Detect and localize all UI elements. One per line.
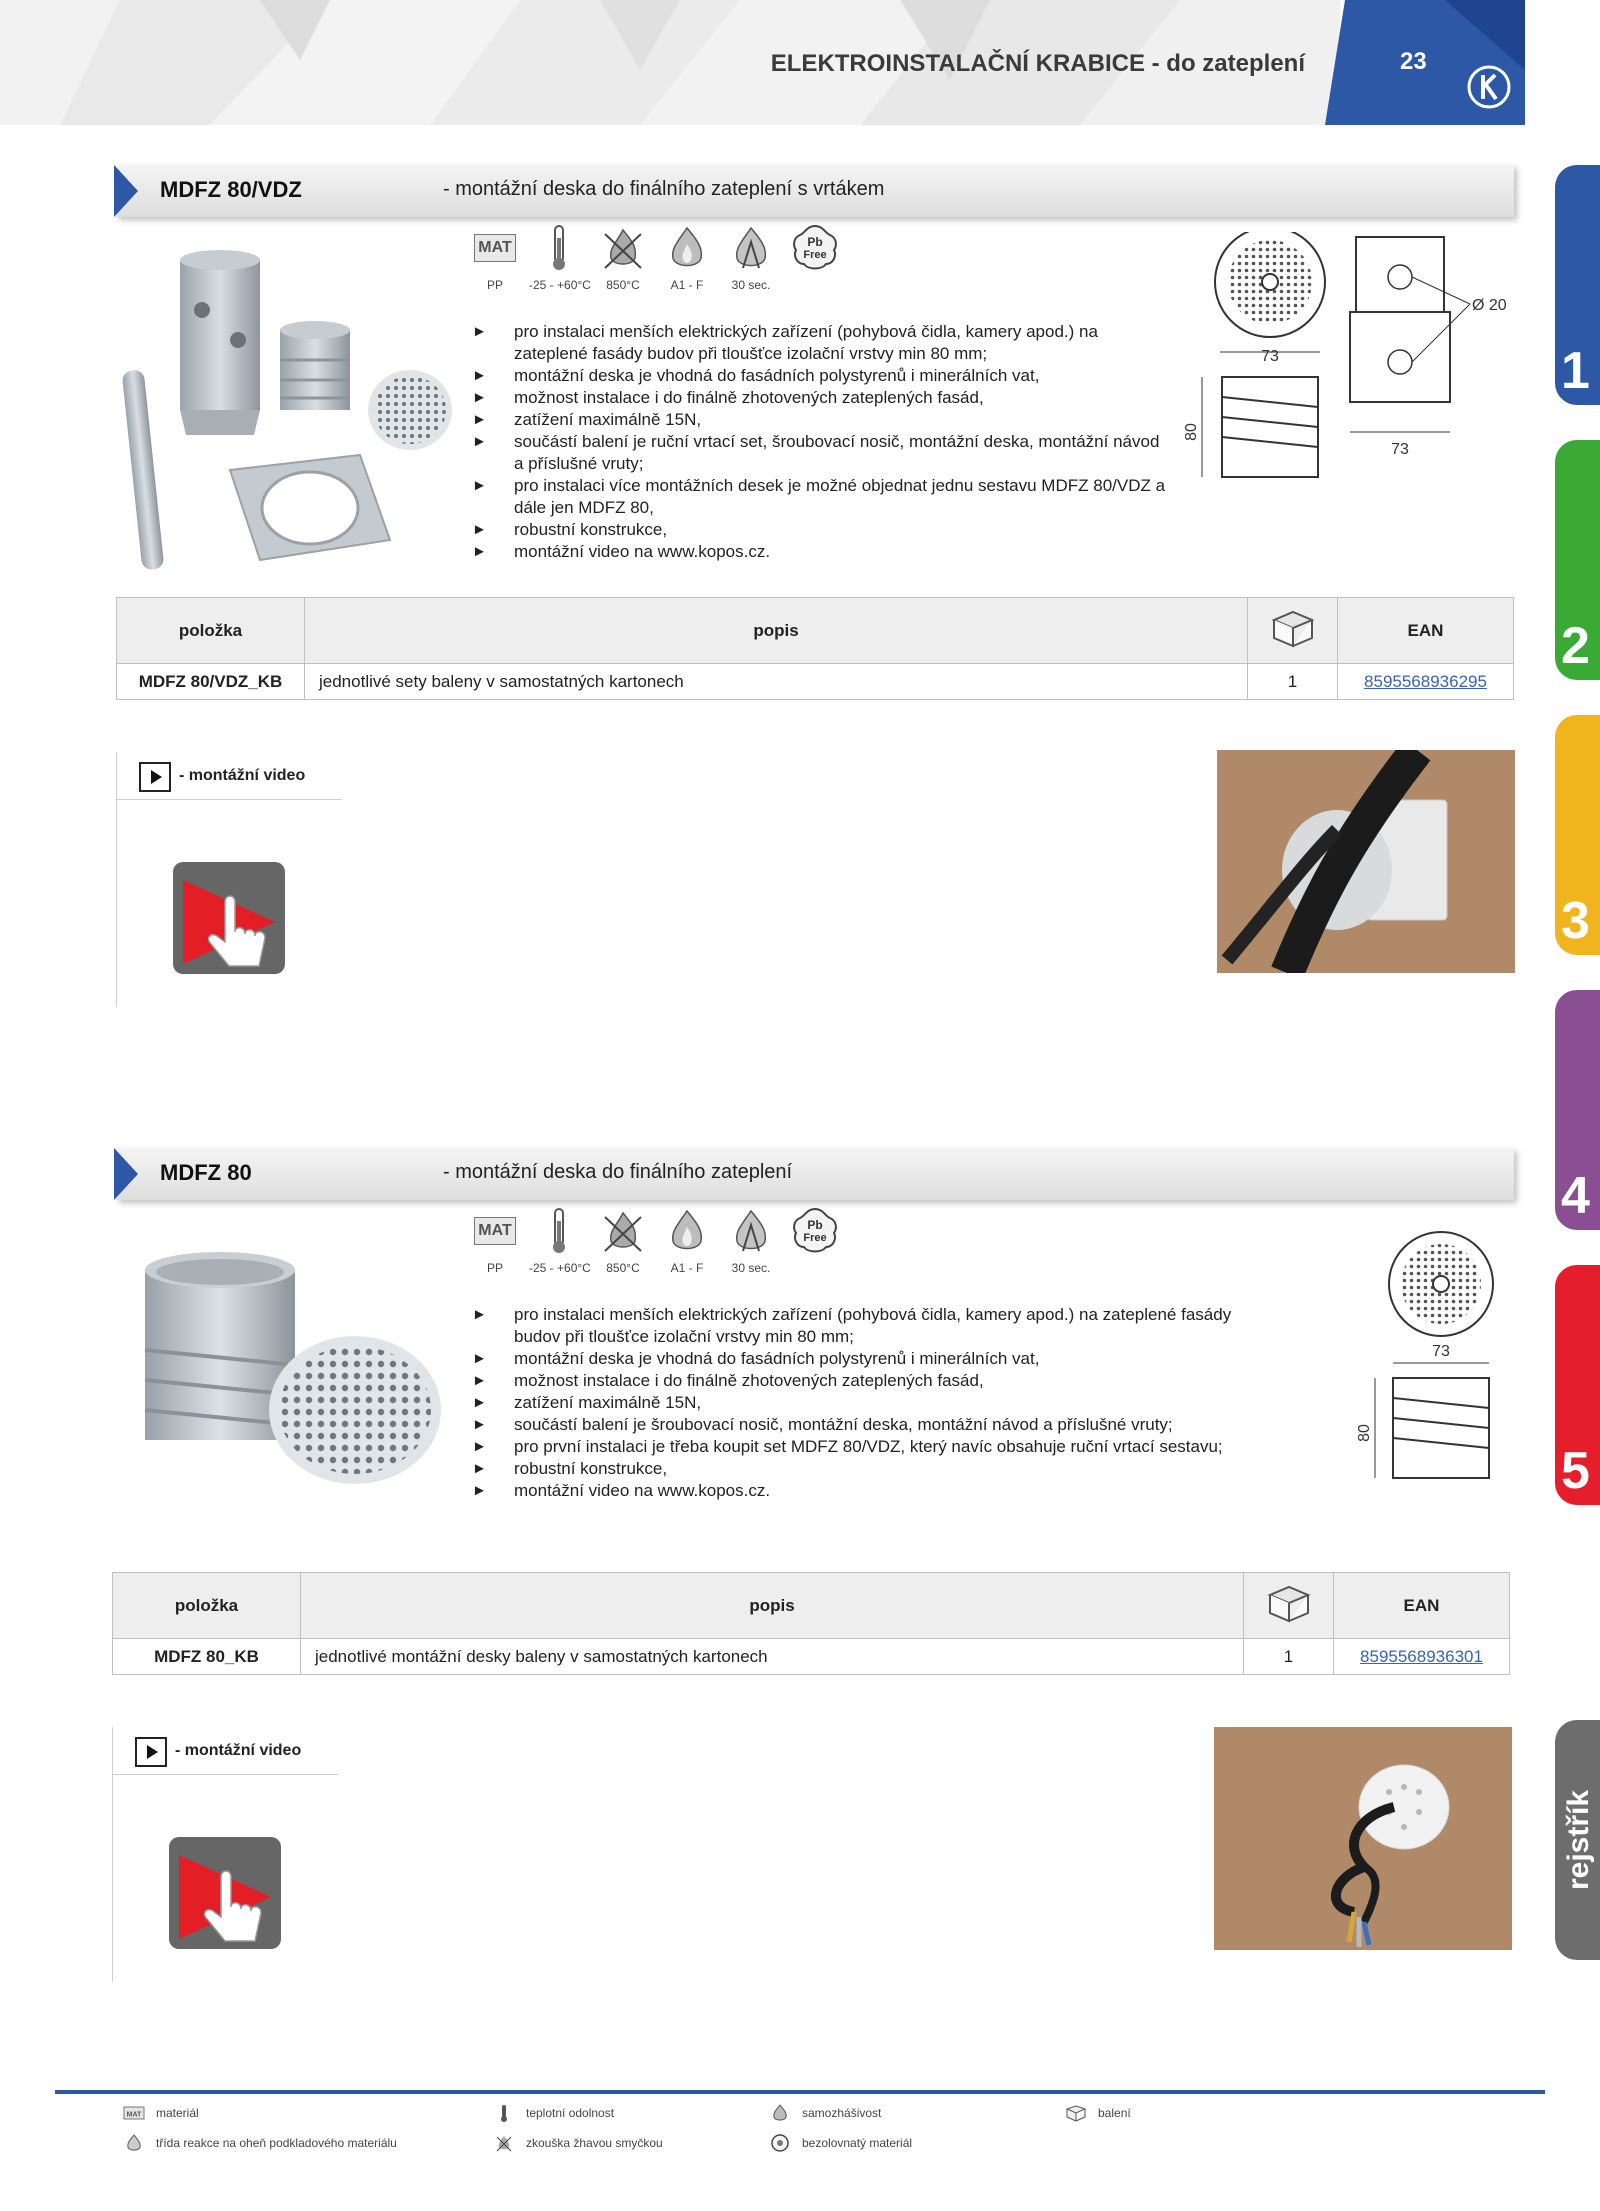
legend-temperature [492,2104,614,2122]
feature-item: ► pro instalaci více montážních desek je možné objednat jednu sestavu MDFZ 80/VDZ a dále jen MDFZ 80, [472,475,1172,519]
legend-text: teplotní odolnost [526,2106,615,2120]
side-tab-3[interactable] [1555,715,1600,955]
col-description: popis [305,598,1248,664]
video-header [113,1727,338,1775]
row-description: jednotlivé sety baleny v samostatných kartonech [305,664,1248,700]
prop-temperature [529,222,589,292]
col-ean: EAN [1334,1573,1510,1639]
play-icon[interactable] [135,1737,167,1767]
side-tab-index-label: rejstřík [1562,1789,1596,1891]
feature-item: ► zatížení maximálně 15N, [472,1392,1252,1414]
side-tab-label: 2 [1561,617,1590,675]
feature-item: ► montážní video na www.kopos.cz. [472,1480,1252,1502]
product-code: MDFZ 80 [160,1160,252,1185]
technical-drawing-mdfz80vdz [1180,232,1520,492]
feature-item: ► možnost instalace i do finálně zhotovených zateplených fasád, [472,1370,1252,1392]
side-tab-label: 4 [1561,1167,1590,1225]
feature-item: ► montážní deska je vhodná do fasádních polystyrenů i minerálních vat, [472,365,1172,387]
dim-hole: Ø 20 [1472,297,1507,314]
box-icon [1266,1583,1312,1623]
video-play-hand-icon [169,1837,281,1949]
video-thumbnail[interactable] [173,862,285,974]
feature-item: ► robustní konstrukce, [472,1458,1252,1480]
dim-diameter: 73 [1261,348,1279,365]
side-tab-label: 5 [1561,1442,1590,1500]
legend-glow-wire [492,2134,663,2152]
row-qty: 1 [1248,664,1338,700]
play-icon[interactable] [139,762,171,792]
row-item: MDFZ 80_KB [113,1639,301,1675]
legend-self-extinguishing [768,2104,881,2122]
product-image-mdfz80 [135,1250,455,1490]
lead-free-pb: Pb [807,1218,823,1232]
thermometer-icon [500,2104,508,2122]
flame-icon [667,1207,707,1255]
ean-link[interactable]: 8595568936295 [1364,671,1487,691]
lead-free-icon [790,223,840,273]
col-item: položka [113,1573,301,1639]
col-ean: EAN [1338,598,1514,664]
flame-icon [771,2104,789,2122]
feature-item: ► zatížení maximálně 15N, [472,409,1172,431]
prop-label: -25 - +60°C [529,1261,591,1275]
legend-text: třída reakce na oheň podkladového materiálu [156,2136,397,2150]
video-play-hand-icon [173,862,285,974]
legend-lead-free [768,2134,912,2152]
row-qty: 1 [1244,1639,1334,1675]
prop-lead-free [785,222,845,274]
property-icons [465,1205,865,1285]
thermometer-icon [549,224,569,272]
installation-photo-1 [1217,750,1515,973]
self-extinguishing-icon [729,224,773,272]
side-tab-5[interactable] [1555,1265,1600,1505]
video-label: - montážní video [179,767,306,784]
video-block-2 [112,1727,337,1982]
page-number: 23 [1400,48,1427,75]
flame-icon [667,224,707,272]
side-tab-2[interactable] [1555,440,1600,680]
feature-item: ► pro instalaci menších elektrických zařízení (pohybová čidla, kamery apod.) na zateplené fasády budov při tloušťce izolační vrstvy min 80 mm; [472,321,1172,365]
legend-text: zkouška žhavou smyčkou [526,2136,663,2150]
box-icon [1270,608,1316,648]
product-description: - montážní deska do finálního zateplení [443,1161,793,1183]
feature-item: ► možnost instalace i do finálně zhotovených zateplených fasád, [472,387,1172,409]
glow-wire-icon [601,1207,645,1255]
prop-lead-free [785,1205,845,1257]
technical-drawing-mdfz80 [1345,1228,1515,1488]
self-extinguishing-icon [729,1207,773,1255]
table-row [113,1639,1510,1675]
prop-temperature [529,1205,589,1275]
col-item: položka [117,598,305,664]
product-features [472,321,1172,563]
legend-text: balení [1098,2106,1131,2120]
video-header [117,752,342,800]
col-description: popis [301,1573,1244,1639]
product-table-mdfz80vdz [116,597,1514,700]
legend-mat-text: MAT [126,2111,142,2119]
legend-text: bezolovnatý materiál [802,2136,913,2150]
product-header-mdfz80 [116,1148,1514,1200]
side-tab-4[interactable] [1555,990,1600,1230]
mat-icon [123,2106,145,2120]
section-marker-icon [114,165,138,217]
thermometer-icon [549,1207,569,1255]
feature-item: ► montážní deska je vhodná do fasádních polystyrenů i minerálních vat, [472,1348,1252,1370]
product-image-mdfz80vdz [120,240,460,580]
dim-width: 73 [1391,441,1409,458]
side-tab-label: 3 [1561,892,1590,950]
dim-diameter: 73 [1432,1343,1450,1360]
prop-glow-wire [593,222,653,292]
feature-item: ► součástí balení je šroubovací nosič, montážní deska, montážní návod a příslušné vruty; [472,1414,1252,1436]
ean-link[interactable]: 8595568936301 [1360,1646,1483,1666]
col-package [1244,1573,1334,1639]
side-tab-index-label-wrap [1557,1720,1600,1960]
prop-label: A1 - F [670,278,704,292]
row-item: MDFZ 80/VDZ_KB [117,664,305,700]
product-table-mdfz80 [112,1572,1510,1675]
video-thumbnail[interactable] [169,1837,281,1949]
dim-height: 80 [1183,423,1200,441]
col-package [1248,598,1338,664]
prop-label: A1 - F [670,1261,704,1275]
prop-label: 850°C [606,278,640,292]
legend-package [1064,2104,1131,2122]
dim-height: 80 [1356,1424,1373,1442]
legend-fire-reaction [122,2134,397,2152]
fire-reaction-icon [125,2134,143,2152]
feature-item: ► pro první instalaci je třeba koupit set MDFZ 80/VDZ, který navíc obsahuje ruční vrtací sestavu; [472,1436,1252,1458]
table-row [117,664,1514,700]
footer-divider [55,2090,1545,2094]
feature-item: ► robustní konstrukce, [472,519,1172,541]
legend-material [122,2104,199,2122]
lead-free-icon [770,2133,790,2153]
mat-icon: MAT [474,1217,516,1245]
glow-wire-icon [495,2134,513,2152]
section-marker-icon [114,1148,138,1200]
prop-material [465,222,525,292]
side-tab-label: 1 [1561,342,1590,400]
prop-self-extinguishing [721,222,781,292]
product-description: - montážní deska do finálního zateplení s vrtákem [443,178,885,200]
side-tab-1[interactable] [1555,165,1600,405]
product-features [472,1304,1252,1502]
prop-material [465,1205,525,1275]
prop-fire-class [657,222,717,292]
product-code: MDFZ 80/VDZ [160,177,302,202]
legend-text: samozhášivost [802,2106,882,2120]
prop-label: -25 - +60°C [529,278,591,292]
glow-wire-icon [601,224,645,272]
prop-label: 30 sec. [731,1261,771,1275]
property-icons [465,222,865,302]
lead-free-pb: Pb [807,235,823,249]
prop-glow-wire [593,1205,653,1275]
lead-free-free: Free [803,1232,827,1244]
prop-label: PP [486,1261,503,1275]
prop-label: 850°C [606,1261,640,1275]
installation-photo-2 [1214,1727,1512,1950]
box-icon [1065,2104,1087,2122]
lead-free-icon [790,1206,840,1256]
prop-fire-class [657,1205,717,1275]
lead-free-free: Free [803,249,827,261]
video-label: - montážní video [175,1742,302,1759]
legend-text: materiál [156,2106,199,2120]
kopos-logo-icon [1466,64,1512,110]
feature-item: ► součástí balení je ruční vrtací set, šroubovací nosič, montážní deska, montážní návod a příslušné vruty; [472,431,1172,475]
product-header-mdfz80vdz [116,165,1514,217]
feature-item: ► pro instalaci menších elektrických zařízení (pohybová čidla, kamery apod.) na zateplené fasády budov při tloušťce izolační vrstvy min 80 mm; [472,1304,1252,1348]
prop-label: 30 sec. [731,278,771,292]
video-block-1 [116,752,341,1007]
prop-label: PP [486,278,503,292]
row-description: jednotlivé montážní desky baleny v samostatných kartonech [301,1639,1244,1675]
prop-self-extinguishing [721,1205,781,1275]
feature-item: ► montážní video na www.kopos.cz. [472,541,1172,563]
mat-icon: MAT [474,234,516,262]
page-title: ELEKTROINSTALAČNÍ KRABICE - do zateplení [770,50,1305,77]
